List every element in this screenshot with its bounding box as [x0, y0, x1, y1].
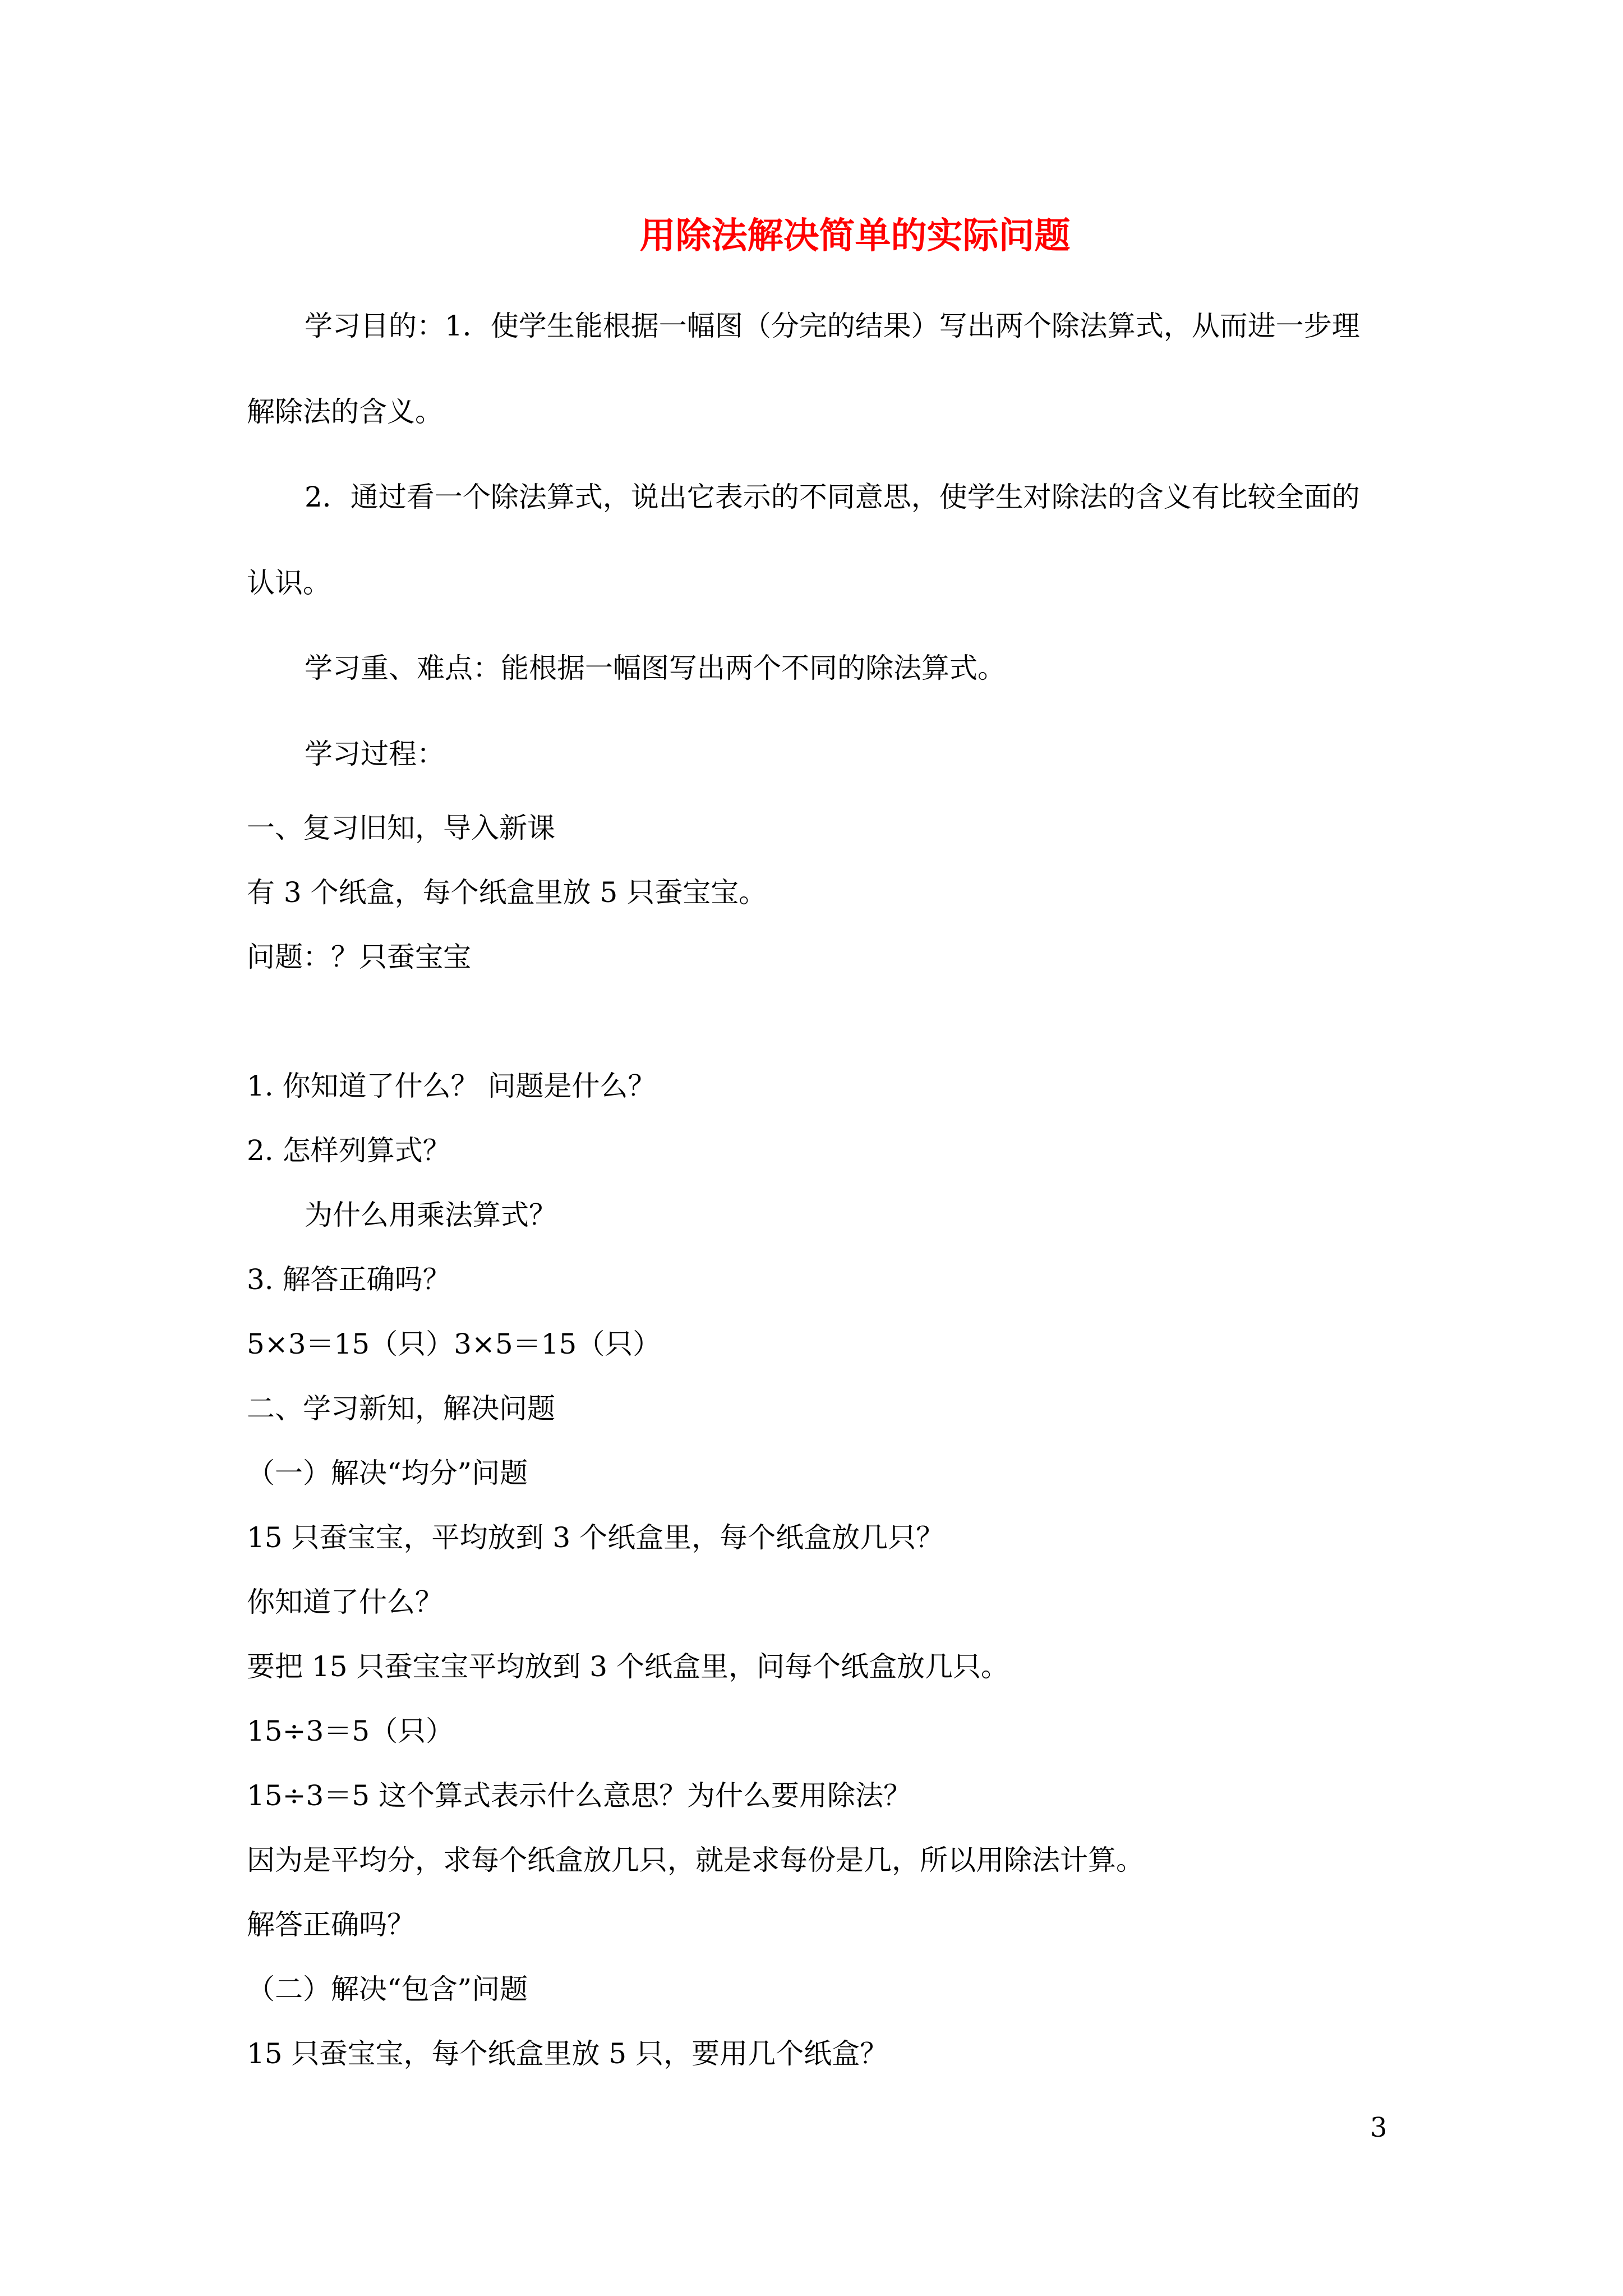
question-1: 1. 你知道了什么？ 问题是什么？: [247, 1070, 656, 1102]
question-2-sub: 为什么用乘法算式？: [305, 1199, 557, 1231]
document-title: 用除法解决简单的实际问题: [639, 215, 1071, 257]
review-problem: 有 3 个纸盒，每个纸盒里放 5 只蚕宝宝。: [247, 876, 767, 909]
review-question: 问题：？只蚕宝宝: [247, 941, 471, 973]
section1-heading: 一、复习旧知，导入新课: [247, 812, 555, 844]
subsection1-heading: （一）解决“均分”问题: [247, 1457, 528, 1489]
process-heading: 学习过程：: [305, 738, 445, 770]
question-3: 3. 解答正确吗？: [247, 1263, 451, 1296]
section2-heading: 二、学习新知，解决问题: [247, 1392, 555, 1425]
subsection2-heading: （二）解决“包含”问题: [247, 1973, 528, 2005]
objective2-line-1: 2．通过看一个除法算式，说出它表示的不同意思，使学生对除法的含义有比较全面的: [305, 481, 1360, 513]
subsection2-problem: 15 只蚕宝宝，每个纸盒里放 5 只，要用几个纸盒？: [247, 2037, 888, 2070]
objective-line-1: 学习目的：1．使学生能根据一幅图（分完的结果）写出两个除法算式，从而进一步理: [305, 310, 1360, 342]
subsection1-question: 你知道了什么？: [247, 1586, 443, 1618]
subsection1-restate: 要把 15 只蚕宝宝平均放到 3 个纸盒里，问每个纸盒放几只。: [247, 1650, 1009, 1683]
subsection1-reason: 因为是平均分，求每个纸盒放几只，就是求每份是几，所以用除法计算。: [247, 1844, 1144, 1876]
equations-review: 5×3＝15（只）3×5＝15（只）: [247, 1328, 661, 1360]
objective2-line-2: 认识。: [247, 567, 331, 599]
key-points: 学习重、难点：能根据一幅图写出两个不同的除法算式。: [305, 652, 1006, 684]
subsection1-meaning: 15÷3＝5 这个算式表示什么意思？为什么要用除法？: [247, 1779, 912, 1812]
subsection1-equation: 15÷3＝5（只）: [247, 1715, 454, 1747]
question-2: 2. 怎样列算式？: [247, 1134, 451, 1167]
subsection1-problem: 15 只蚕宝宝，平均放到 3 个纸盒里，每个纸盒放几只？: [247, 1521, 944, 1554]
objective-line-2: 解除法的含义。: [247, 395, 443, 428]
subsection1-check: 解答正确吗？: [247, 1908, 415, 1941]
page-number: 3: [1370, 2112, 1387, 2143]
